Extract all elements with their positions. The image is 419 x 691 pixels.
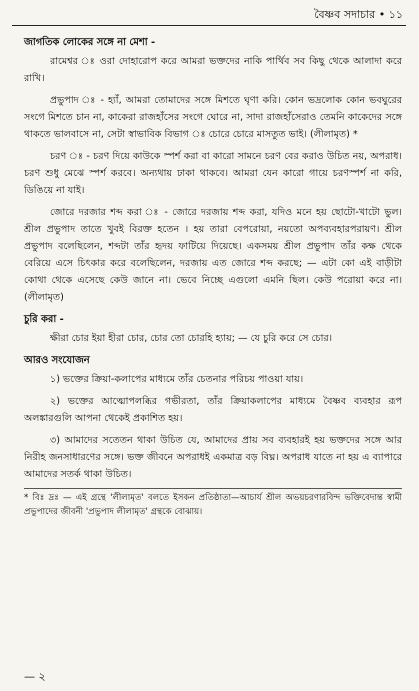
- section-heading: চুরি করা -: [24, 314, 64, 325]
- section-heading: আরও সংযোজন: [24, 355, 90, 366]
- body-paragraph: জোরে দরজার শব্দ করা ঃ - জোরে দরজায় শব্দ করা, যদিও মনে হয় ছোটো-খাটো ভুল। শ্রীল প্রভুপাদ তাতে খুবই বিরক্ত হতেন । হয় তারা বেপরোয়া, নয়তো অপব্যবহারপরায়ণ। শ্রীল প্রভুপাদ বলেছিলেন, শব্দটা তাঁর হৃদয় ফাটিয়ে দিয়েছে। একসময় শ্রীল প্রভুপাদ তাঁর কক্ষ থেকে বেরিয়ে এসে চিৎকার করে বলেছিলেন, দরজায় এত জোরে শব্দ করছে; — এটা কো এই বাড়ীটা কোথা থেকে এসেছে কেউ জানে না। ভেবে নিচ্ছে এগুলো এমনি ছিল। কেউ পরোয়া করে না। (লীলামৃত): [24, 207, 402, 303]
- body-paragraph: প্রভুপাদ ঃ - হ্যাঁ, আমরা তোমাদের সঙ্গে মিশতে ঘৃণা করি। কোন ভদ্রলোক কোন ভবঘুরের সংগে মিশতে চান না, কাকেরা রাজহাঁসের সংগে ঘোরে না, সাদা রাজহাঁসেরাও তেমনি কাকেদের সঙ্গে থাকতে ভালবাসে না, সেটা স্বাভাবিক বিভাগ ঃ চোরে চোরে মাসতুত ভাই। (লীলামৃত) *: [24, 95, 402, 140]
- page-footer-marker: — ২: [24, 670, 46, 683]
- body-paragraph: ২) ভক্তের আত্মোপলব্ধির গভীরতা, তাঁর ক্রিয়াকলাপের মাধ্যমে বৈষ্ণব ব্যবহার রূপ অলঙ্কারগুলি আপনা থেকেই প্রকাশিত হয়।: [24, 396, 402, 424]
- footnote: * বিঃ দ্রঃ — এই গ্রন্থে 'লীলামৃত' বলতে ইসকন প্রতিষ্ঠাতা—আচার্য শ্রীল অভয়চরণারবিন্দ ভক্তিবেদান্ত স্বামী প্রভুপাদের জীবনী 'প্রভুপাদ লীলামৃত' গ্রন্থকে বোঝায়।: [24, 488, 402, 519]
- body-paragraph: চরণ ঃ - চরণ দিয়ে কাউকে স্পর্শ করা বা কারো সামনে চরণ বের করাও উচিত নয়, অপরাধ। চরণ শুধু মেঝে স্পর্শ করবে। অন্যথায় ঢাকা থাকবে। আমরা যেন কারো গায়ে চরণস্পর্শ না করি, ডিঙিয়ে না যাই।: [24, 151, 402, 196]
- running-header: বৈষ্ণব সদাচার • ১১: [314, 8, 403, 21]
- header-rule: [12, 25, 406, 26]
- body-paragraph: ৩) আমাদের সতেতন থাকা উচিত যে, আমাদের প্রায় সব ব্যবহারই হয় ভক্তদের সঙ্গে আর নিরীহ জনসাধারণের সঙ্গে। ভক্ত জীবনে অপরাধই একমাত্র বড় বিঘ্ন। অপরাধ যাতে না হয় এ ব্যাপারে আমাদের সতর্ক থাকা উচিত।: [24, 435, 402, 480]
- body-paragraph: রামেশ্বর ঃ ওরা দোহারোপ করে আমরা ভক্তদের নাকি পার্থিব সব কিছু থেকে আলাদা করে রাখি।: [24, 56, 402, 84]
- body-paragraph: ১) ভক্তের ক্রিয়া-কলাপের মাধ্যমে তাঁর চেতনার পরিচয় পাওয়া যায়।: [50, 374, 304, 385]
- body-paragraph: ক্ষীরা চোর ইয়া হীরা চোর, চোর তো চোরহি হ্যায়; — যে চুরি করে সে চোর।: [50, 333, 333, 344]
- section-heading: জাগতিক লোকের সঙ্গে না মেশা -: [24, 37, 156, 48]
- main-content: [24, 34, 402, 524]
